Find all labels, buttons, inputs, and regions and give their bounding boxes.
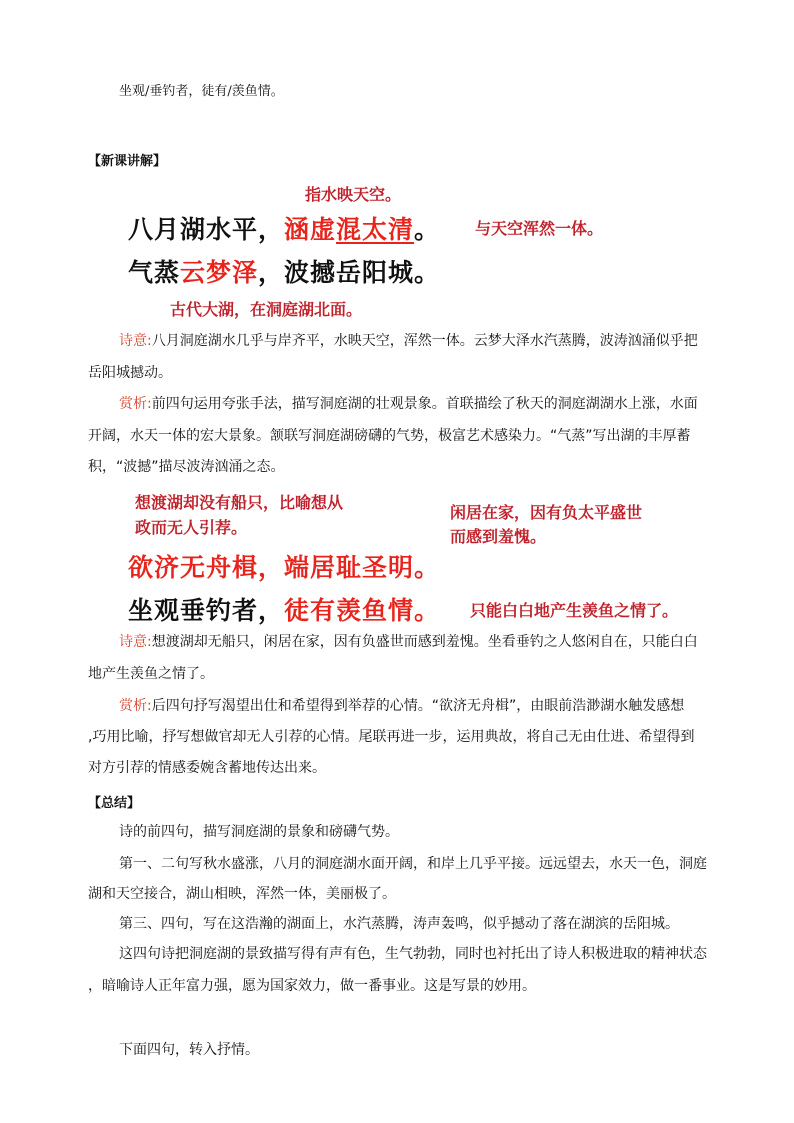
paragraph-analysis-1-line-2: 开阔，水天一体的宏大景象。颔联写洞庭湖磅礴的气势，极富艺术感染力。“气蒸”写出湖的丰厚蓄 (88, 428, 691, 444)
poem-line-3-part-b: 端居耻圣明 (284, 553, 415, 582)
summary-line-3: 湖和天空接合，湖山相映，浑然一体，美丽极了。 (88, 886, 396, 902)
summary-line-2: 第一、二句写秋水盛涨，八月的洞庭湖水面开阔，和岸上几乎平接。远远望去，水天一色，洞庭 (119, 856, 707, 872)
summary-line-7: 下面四句，转入抒情。 (119, 1042, 259, 1058)
poem-line-2-part-b: 云梦泽 (180, 258, 259, 287)
meaning-label-1: 诗意: (119, 333, 152, 349)
poem-line-2-part-c: ，波撼岳阳城。 (258, 258, 441, 287)
paragraph-analysis-2-line-3: 对方引荐的情感委婉含蓄地传达出来。 (88, 760, 326, 776)
paragraph-analysis-1-line-3: 积，“波撼”描尽波涛汹涌之态。 (88, 459, 285, 475)
annotation-merge-with-sky: 与天空浑然一体。 (475, 219, 604, 238)
paragraph-analysis-1-line-1 (119, 394, 698, 414)
annotation-envy-fish: 只能白白地产生羡鱼之情了。 (470, 601, 679, 620)
annotation-idle-at-home-line-1: 闲居在家，因有负太平盛世 (450, 503, 643, 522)
poem-line-4-part-c: 。 (414, 596, 441, 625)
summary-line-1: 诗的前四句，描写洞庭湖的景象和磅礴气势。 (119, 824, 399, 840)
top-line: 坐观/垂钓者，徒有/羡鱼情。 (119, 84, 284, 99)
poem-line-2-part-a: 气蒸 (128, 258, 181, 287)
annotation-cross-lake-line-2: 政而无人引荐。 (135, 518, 248, 537)
analysis-label-2: 赏析: (119, 698, 152, 714)
annotation-cross-lake-line-1: 想渡湖却没有船只，比喻想从 (135, 493, 344, 512)
poem-line-1 (128, 210, 440, 246)
analysis-label-1: 赏析: (119, 396, 152, 412)
poem-line-4 (128, 591, 440, 627)
analysis-2-text-1: 后四句抒写渴望出仕和希望得到举荐的心情。“欲济无舟楫”，由眼前浩渺湖水触发感想 (151, 698, 685, 714)
poem-line-1-part-a: 八月湖水平， (128, 215, 285, 244)
poem-line-2 (128, 253, 440, 289)
paragraph-meaning-2-line-1 (119, 632, 698, 652)
annotation-ancient-lake: 古代大湖，在洞庭湖北面。 (170, 300, 363, 319)
poem-line-4-part-a: 坐观垂钓者， (128, 596, 285, 625)
summary-line-6: ，暗喻诗人正年富力强，愿为国家效力，做一番事业。这是写景的妙用。 (88, 978, 536, 994)
paragraph-analysis-2-line-1 (119, 696, 684, 716)
section-heading-summary: 【总结】 (88, 796, 141, 811)
paragraph-meaning-2-line-2: 地产生羡鱼之情了。 (88, 666, 214, 682)
analysis-1-text-1: 前四句运用夸张手法，描写洞庭湖的壮观景象。首联描绘了秋天的洞庭湖湖水上涨，水面 (151, 396, 698, 412)
meaning-1-text-1: 八月洞庭湖水几乎与岸齐平，水映天空，浑然一体。云梦大泽水汽蒸腾，波涛汹涌似乎把 (151, 333, 698, 349)
poem-line-1-part-c: 混太清 (336, 215, 415, 244)
paragraph-analysis-2-line-2: ,巧用比喻，抒写想做官却无人引荐的心情。尾联再进一步，运用典故，将自己无由仕进、希望得到 (88, 729, 695, 745)
summary-line-5: 这四句诗把洞庭湖的景致描写得有声有色，生气勃勃，同时也衬托出了诗人积极进取的精神状态 (119, 946, 707, 962)
summary-line-4: 第三、四句，写在这浩瀚的湖面上，水汽蒸腾，涛声轰鸣，似乎撼动了落在湖滨的岳阳城。 (119, 916, 679, 932)
paragraph-meaning-1-line-1 (119, 331, 698, 351)
poem-line-1-part-d: 。 (414, 215, 441, 244)
meaning-2-text-1: 想渡湖却无船只，闲居在家，因有负盛世而感到羞愧。坐看垂钓之人悠闲自在，只能白白 (151, 634, 698, 650)
paragraph-meaning-1-line-2: 岳阳城撼动。 (88, 365, 172, 381)
poem-line-3-part-a: 欲济无舟楫， (128, 553, 285, 582)
poem-line-3 (128, 548, 440, 584)
poem-line-1-part-b: 涵虚 (284, 215, 337, 244)
poem-line-3-part-c: 。 (414, 553, 441, 582)
section-heading-new-lesson: 【新课讲解】 (88, 154, 167, 169)
poem-line-4-part-b: 徒有羡鱼情 (284, 596, 415, 625)
annotation-water-reflects-sky: 指水映天空。 (305, 185, 402, 204)
annotation-idle-at-home-line-2: 而感到羞愧。 (450, 527, 547, 546)
meaning-label-2: 诗意: (119, 634, 152, 650)
